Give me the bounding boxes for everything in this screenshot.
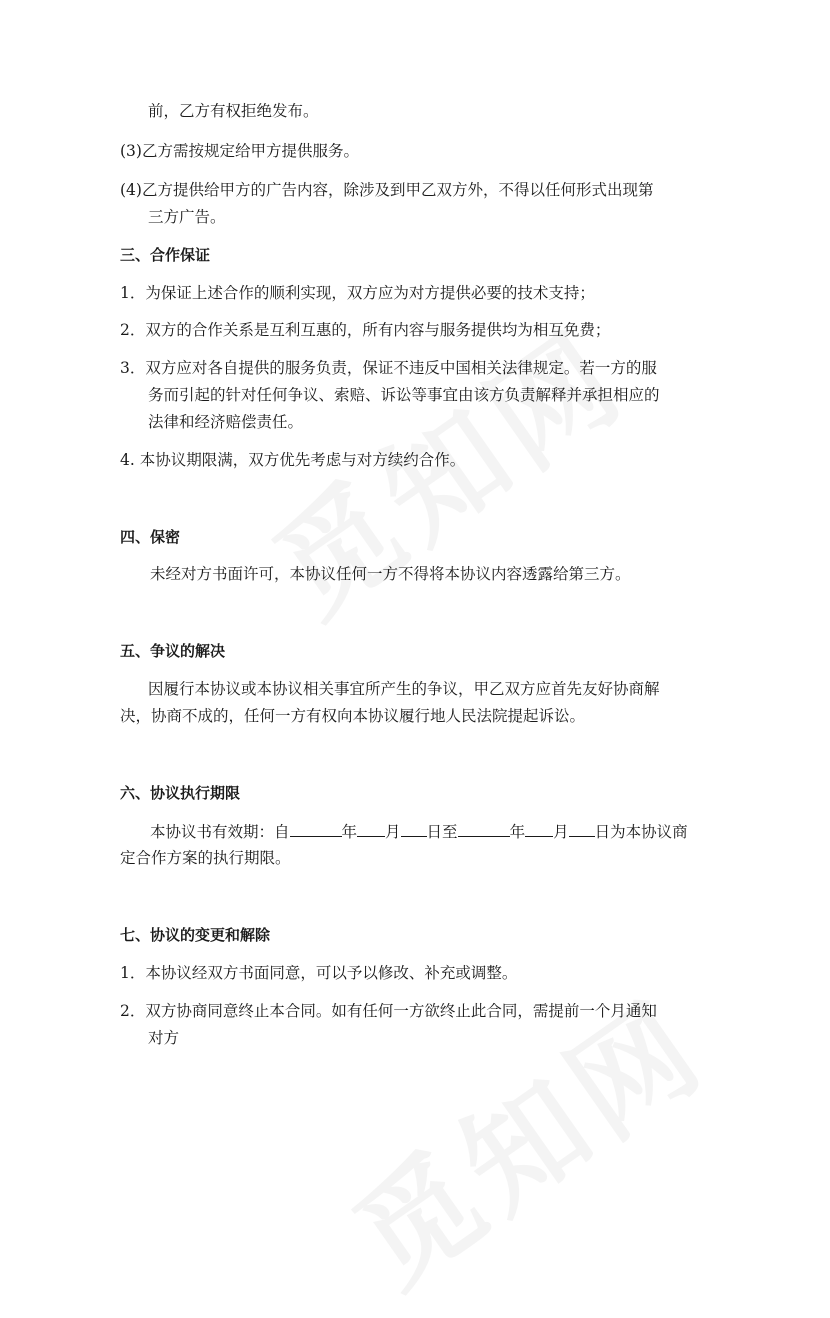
list-item-3: (3)乙方需按规定给甲方提供服务。 xyxy=(120,142,359,160)
section-6-body-line2: 定合作方案的执行期限。 xyxy=(120,849,291,867)
section-7-title: 七、协议的变更和解除 xyxy=(120,926,271,944)
term-text-2: 年 xyxy=(341,823,358,841)
section-3-item-4: 4. 本协议期限满，双方优先考虑与对方续约合作。 xyxy=(120,451,466,469)
start-year-blank[interactable] xyxy=(290,821,342,837)
end-month-blank[interactable] xyxy=(525,821,553,837)
section-7-item-1: 1．本协议经双方书面同意，可以予以修改、补充或调整。 xyxy=(120,964,518,982)
section-3-item-3-line2: 务而引起的针对任何争议、索赔、诉讼等事宜由该方负责解释并承担相应的 xyxy=(148,386,660,404)
start-day-blank[interactable] xyxy=(401,821,427,837)
section-6-body-line1 xyxy=(150,821,688,842)
section-6-title: 六、协议执行期限 xyxy=(120,784,241,802)
start-month-blank[interactable] xyxy=(357,821,385,837)
term-text-1: 本协议书有效期：自 xyxy=(150,823,290,841)
section-5-title: 五、争议的解决 xyxy=(120,642,226,660)
term-text-4: 日至 xyxy=(426,823,458,841)
section-5-body-line1: 因履行本协议或本协议相关事宜所产生的争议，甲乙双方应首先友好协商解 xyxy=(148,680,660,698)
section-7-item-2-line2: 对方 xyxy=(148,1029,180,1047)
section-4-title: 四、保密 xyxy=(120,528,181,546)
section-3-item-2: 2．双方的合作关系是互利互惠的，所有内容与服务提供均为相互免费； xyxy=(120,321,611,339)
section-5-body-line2: 决，协商不成的，任何一方有权向本协议履行地人民法院提起诉讼。 xyxy=(120,707,586,725)
term-text-3: 月 xyxy=(385,823,401,841)
term-text-6: 月 xyxy=(553,823,569,841)
term-text-7: 日为本协议商 xyxy=(594,823,688,841)
section-7-item-2-line1: 2．双方协商同意终止本合同。如有任何一方欲终止此合同，需提前一个月通知 xyxy=(120,1002,657,1020)
list-item-cont: 前，乙方有权拒绝发布。 xyxy=(148,102,319,120)
end-day-blank[interactable] xyxy=(569,821,595,837)
section-3-item-1: 1．为保证上述合作的顺利实现，双方应为对方提供必要的技术支持； xyxy=(120,284,595,302)
section-3-item-3-line1: 3．双方应对各自提供的服务负责，保证不违反中国相关法律规定。若一方的服 xyxy=(120,359,657,377)
list-item-4-line1: (4)乙方提供给甲方的广告内容，除涉及到甲乙双方外，不得以任何形式出现第 xyxy=(120,181,654,199)
section-3-item-3-line3: 法律和经济赔偿责任。 xyxy=(148,413,304,431)
list-item-4-line2: 三方广告。 xyxy=(148,208,226,226)
section-3-title: 三、合作保证 xyxy=(120,246,211,264)
end-year-blank[interactable] xyxy=(458,821,510,837)
section-4-body: 未经对方书面许可，本协议任何一方不得将本协议内容透露给第三方。 xyxy=(150,565,631,583)
term-text-5: 年 xyxy=(509,823,526,841)
